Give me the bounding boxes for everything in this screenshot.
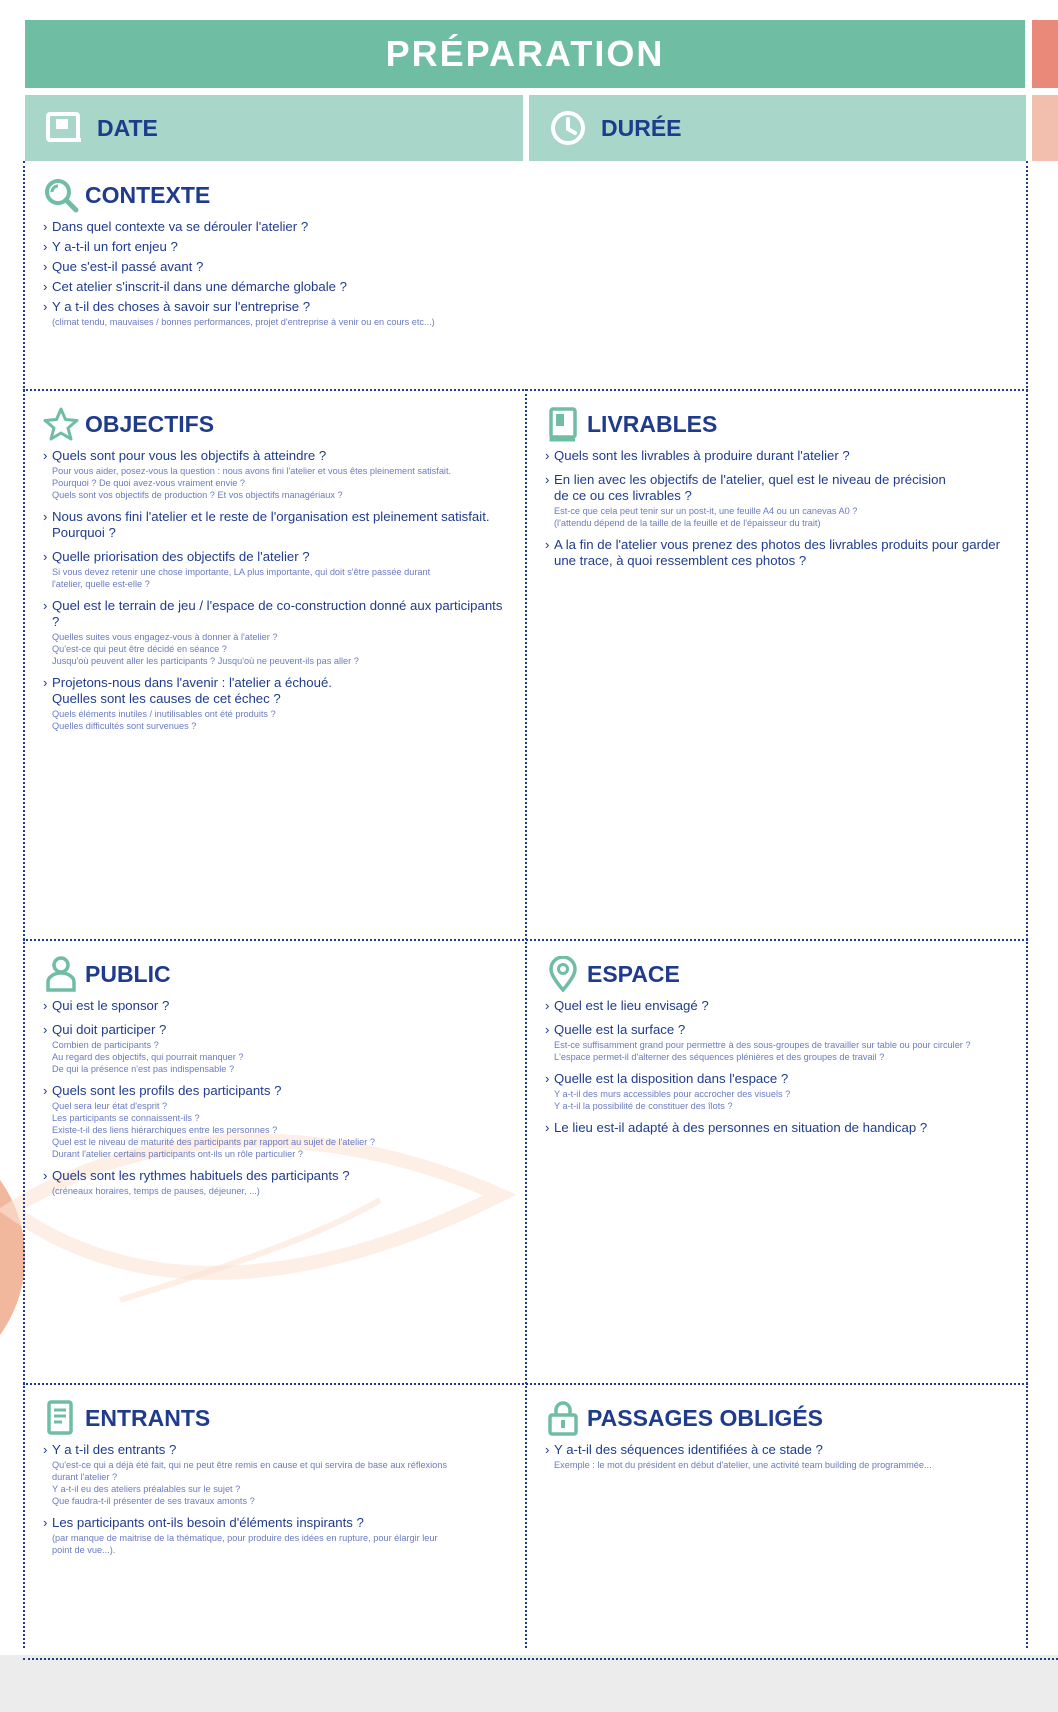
grid-line-bottom: [23, 1658, 1058, 1660]
question: › Quelle priorisation des objectifs de l'atelier ? Si vous devez retenir une chose importante, LA plus importante, qui doit s'être passée durant l'atelier, quelle est-elle ?: [43, 549, 513, 590]
date-label: DATE: [97, 114, 158, 141]
question: › Quel est le terrain de jeu / l'espace de co-construction donné aux participants ? Quelles suites vous engagez-vous à donner à l'atelier ? Qu'est-ce qui peut être décidé en séance ? Jusqu'où peuvent aller les participants ? Jusqu'où ne peuvent-ils pas aller ?: [43, 598, 513, 667]
livrables-section: [545, 406, 1015, 577]
book-icon: [545, 406, 581, 442]
section-title: [545, 406, 1015, 442]
question: › Y a t-il des choses à savoir sur l'entreprise ? (climat tendu, mauvaises / bonnes performances, projet d'entreprise à venir ou en cours etc...): [43, 299, 1003, 328]
question: › En lien avec les objectifs de l'atelier, quel est le niveau de précision de ce ou ces livrables ? Est-ce que cela peut tenir sur un post-it, une feuille A4 ou un canevas A0 ? (l'attendu dépend de la taille de la feuille et de l'épaisseur du trait): [545, 472, 1015, 529]
next-column-subheader: [1032, 95, 1058, 161]
next-column-header: [1032, 20, 1058, 88]
objectifs-title: OBJECTIFS: [85, 410, 215, 437]
question: › Quelle est la surface ? Est-ce suffisamment grand pour permettre à des sous-groupes de travailler sur table ou pour circuler ? L'espace permet-il d'alterner des séquences plénières et des groupes de travail ?: [545, 1022, 1020, 1063]
grid-line-row-1: [23, 389, 1028, 391]
question: › Y a t-il des entrants ? Qu'est-ce qui a déjà été fait, qui ne peut être remis en cause et qui servira de base aux réflexions durant l'atelier ? Y a-t-il eu des ateliers préalables sur le sujet ? Que faudra-t-il présenter de ses travaux amonts ?: [43, 1442, 513, 1507]
question: › Le lieu est-il adapté à des personnes en situation de handicap ?: [545, 1120, 1020, 1136]
question: › Cet atelier s'inscrit-il dans une démarche globale ?: [43, 279, 1003, 295]
location-pin-icon: [545, 956, 581, 992]
page-bottom-gutter: [0, 1655, 1058, 1712]
passages-title: PASSAGES OBLIGÉS: [587, 1404, 824, 1431]
preparation-header: [25, 20, 1025, 88]
question: › Quel est le lieu envisagé ?: [545, 998, 1020, 1014]
question: › Y a-t-il un fort enjeu ?: [43, 239, 1003, 255]
entrants-title: ENTRANTS: [85, 1404, 211, 1431]
entrants-section: [43, 1400, 513, 1564]
question: › Quels sont pour vous les objectifs à atteindre ? Pour vous aider, posez-vous la question : nous avons fini l'atelier et vous êtes pleinement satisfait. Pourquoi ? De quoi avez-vous vraiment envie ? Quels sont vos objectifs de production ? Et vos objectifs managériaux ?: [43, 448, 513, 501]
question: › Qui est le sponsor ?: [43, 998, 513, 1014]
public-title: PUBLIC: [85, 960, 171, 987]
calendar-icon: [45, 111, 83, 145]
question: › Quelle est la disposition dans l'espace ? Y a-t-il des murs accessibles pour accrocher des visuels ? Y a-t-il la possibilité de constituer des îlots ?: [545, 1071, 1020, 1112]
date-band: [25, 95, 523, 161]
question: › Quels sont les livrables à produire durant l'atelier ?: [545, 448, 1015, 464]
question: › Les participants ont-ils besoin d'éléments inspirants ? (par manque de maitrise de la thématique, pour produire des idées en rupture, pour élargir leur point de vue...).: [43, 1515, 513, 1556]
public-section: [43, 956, 513, 1205]
contexte-title: CONTEXTE: [85, 181, 211, 208]
question: › A la fin de l'atelier vous prenez des photos des livrables produits pour garder une trace, à quoi ressemblent ces photos ?: [545, 537, 1015, 569]
duree-label: DURÉE: [601, 114, 682, 141]
search-icon: [43, 177, 79, 213]
espace-section: [545, 956, 1020, 1144]
espace-title: ESPACE: [587, 960, 680, 987]
question: › Projetons-nous dans l'avenir : l'atelier a échoué. Quelles sont les causes de cet échec ? Quels éléments inutiles / inutilisables ont été produits ? Quelles difficultés sont survenues ?: [43, 675, 513, 732]
section-title: [43, 956, 513, 992]
livrables-title: LIVRABLES: [587, 410, 718, 437]
duree-band: [529, 95, 1026, 161]
section-title: [545, 956, 1020, 992]
page-title: PRÉPARATION: [385, 33, 665, 74]
passages-obliges-section: [545, 1400, 1015, 1479]
grid-line-left: [23, 161, 25, 1648]
grid-line-row-3: [23, 1383, 1028, 1385]
padlock-icon: [545, 1400, 581, 1436]
question: › Y a-t-il des séquences identifiées à ce stade ? Exemple : le mot du président en début d'atelier, une activité team building de programmée...: [545, 1442, 1015, 1471]
question: › Nous avons fini l'atelier et le reste de l'organisation est pleinement satisfait. Pourquoi ?: [43, 509, 513, 541]
document-icon: [43, 1400, 79, 1436]
section-title: [43, 177, 1003, 213]
person-icon: [43, 956, 79, 992]
grid-line-row-2: [23, 939, 1028, 941]
contexte-section: [43, 177, 1003, 332]
question: › Quels sont les rythmes habituels des participants ? (créneaux horaires, temps de pauses, déjeuner, ...): [43, 1168, 513, 1197]
objectifs-section: [43, 406, 513, 740]
grid-line-middle: [525, 389, 527, 1648]
clock-icon: [549, 109, 587, 147]
question: › Dans quel contexte va se dérouler l'atelier ?: [43, 219, 1003, 235]
question: › Qui doit participer ? Combien de participants ? Au regard des objectifs, qui pourrait manquer ? De qui la présence n'est pas indispensable ?: [43, 1022, 513, 1075]
section-title: [43, 1400, 513, 1436]
question: › Que s'est-il passé avant ?: [43, 259, 1003, 275]
star-icon: [43, 406, 79, 442]
question: › Quels sont les profils des participants ? Quel sera leur état d'esprit ? Les participants se connaissent-ils ? Existe-t-il des liens hiérarchiques entre les personnes ? Quel est le niveau de maturité des participants par rapport au sujet de l'atelier ? Durant l'atelier certains participants ont-ils un rôle particulier ?: [43, 1083, 513, 1160]
section-title: [545, 1400, 1015, 1436]
grid-line-right: [1026, 161, 1028, 1648]
section-title: [43, 406, 513, 442]
